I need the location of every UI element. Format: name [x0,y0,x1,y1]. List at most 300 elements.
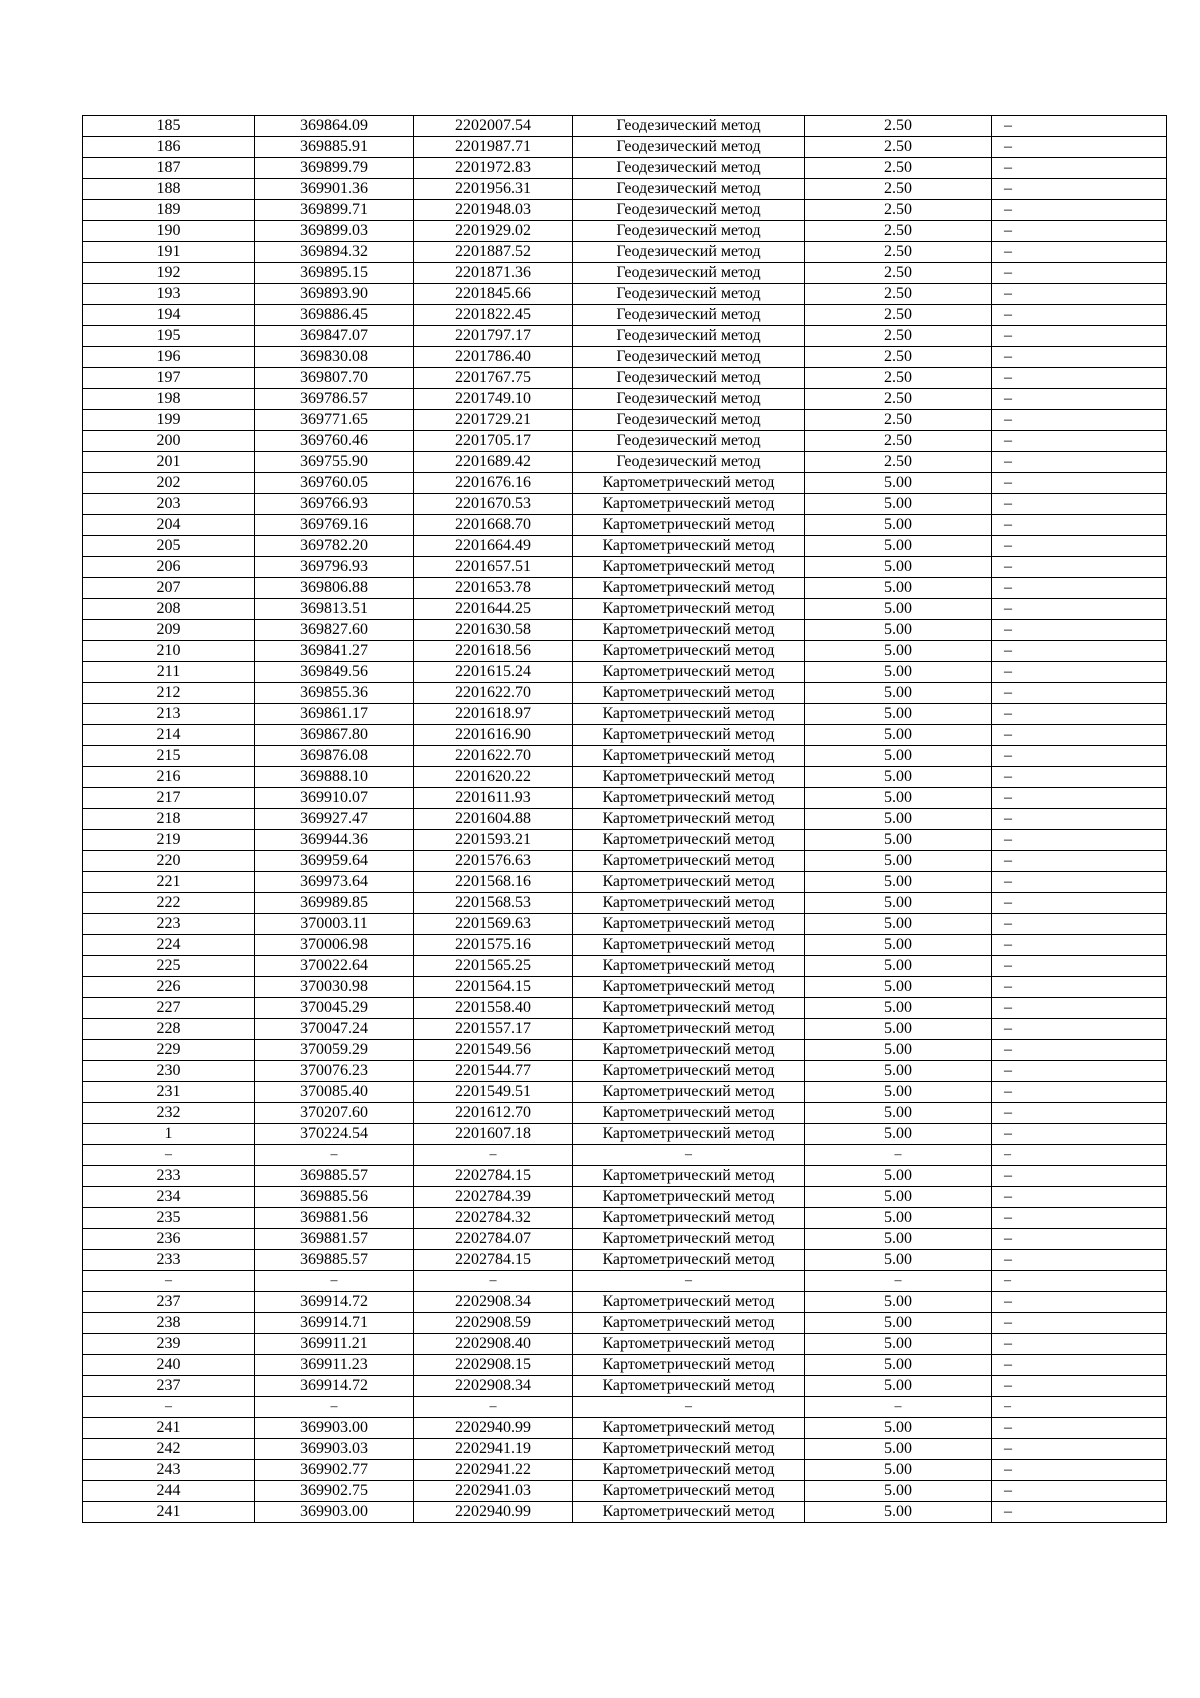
x-coordinate-cell: 369861.17 [255,704,414,725]
table-row [83,704,1167,725]
point-number-cell: 208 [83,599,255,620]
table-row [83,1418,1167,1439]
note-cell: – [992,1187,1167,1208]
point-number-cell: 216 [83,767,255,788]
separator-row [83,1145,1167,1166]
method-cell: – [573,1271,805,1292]
y-coordinate-cell: 2201767.75 [414,368,573,389]
table-row [83,1040,1167,1061]
point-number-cell: 218 [83,809,255,830]
y-coordinate-cell: 2201576.63 [414,851,573,872]
x-coordinate-cell: 369914.72 [255,1376,414,1397]
accuracy-cell: 5.00 [805,704,992,725]
x-coordinate-cell: 369899.03 [255,221,414,242]
y-coordinate-cell: 2201948.03 [414,200,573,221]
point-number-cell: 209 [83,620,255,641]
x-coordinate-cell: – [255,1271,414,1292]
point-number-cell: 241 [83,1418,255,1439]
method-cell: Геодезический метод [573,368,805,389]
x-coordinate-cell: 369760.46 [255,431,414,452]
note-cell: – [992,1124,1167,1145]
accuracy-cell: 5.00 [805,1460,992,1481]
accuracy-cell: 5.00 [805,851,992,872]
note-cell: – [992,1439,1167,1460]
y-coordinate-cell: 2201622.70 [414,683,573,704]
method-cell: Картометрический метод [573,641,805,662]
table-row [83,1019,1167,1040]
y-coordinate-cell: 2201615.24 [414,662,573,683]
table-row [83,410,1167,431]
method-cell: Картометрический метод [573,620,805,641]
method-cell: Картометрический метод [573,1439,805,1460]
point-number-cell: 205 [83,536,255,557]
y-coordinate-cell: 2202784.32 [414,1208,573,1229]
method-cell: Геодезический метод [573,242,805,263]
x-coordinate-cell: 369944.36 [255,830,414,851]
y-coordinate-cell: 2201593.21 [414,830,573,851]
x-coordinate-cell: 369766.93 [255,494,414,515]
note-cell: – [992,1292,1167,1313]
method-cell: Картометрический метод [573,1250,805,1271]
note-cell: – [992,452,1167,473]
note-cell: – [992,137,1167,158]
x-coordinate-cell: 369886.45 [255,305,414,326]
y-coordinate-cell: 2202941.19 [414,1439,573,1460]
y-coordinate-cell: 2202784.07 [414,1229,573,1250]
note-cell: – [992,410,1167,431]
accuracy-cell: 5.00 [805,662,992,683]
point-number-cell: 191 [83,242,255,263]
point-number-cell: 197 [83,368,255,389]
table-row [83,263,1167,284]
note-cell: – [992,935,1167,956]
x-coordinate-cell: 369867.80 [255,725,414,746]
y-coordinate-cell: 2202784.15 [414,1166,573,1187]
table-row [83,1250,1167,1271]
note-cell: – [992,1334,1167,1355]
method-cell: Картометрический метод [573,1187,805,1208]
method-cell: Картометрический метод [573,683,805,704]
y-coordinate-cell: 2201569.63 [414,914,573,935]
method-cell: Геодезический метод [573,389,805,410]
table-row [83,977,1167,998]
y-coordinate-cell: 2201797.17 [414,326,573,347]
note-cell: – [992,893,1167,914]
note-cell: – [992,536,1167,557]
note-cell: – [992,116,1167,137]
note-cell: – [992,851,1167,872]
accuracy-cell: 5.00 [805,683,992,704]
x-coordinate-cell: 369989.85 [255,893,414,914]
y-coordinate-cell: 2201871.36 [414,263,573,284]
accuracy-cell: 5.00 [805,935,992,956]
method-cell: Картометрический метод [573,473,805,494]
y-coordinate-cell: 2201544.77 [414,1061,573,1082]
y-coordinate-cell: 2201620.22 [414,767,573,788]
point-number-cell: 188 [83,179,255,200]
accuracy-cell: 2.50 [805,116,992,137]
point-number-cell: 195 [83,326,255,347]
method-cell: Картометрический метод [573,578,805,599]
accuracy-cell: 2.50 [805,368,992,389]
x-coordinate-cell: 369899.79 [255,158,414,179]
point-number-cell: 226 [83,977,255,998]
note-cell: – [992,578,1167,599]
method-cell: Картометрический метод [573,1124,805,1145]
point-number-cell: 204 [83,515,255,536]
method-cell: Геодезический метод [573,137,805,158]
table-row [83,473,1167,494]
accuracy-cell: 5.00 [805,977,992,998]
y-coordinate-cell: 2201612.70 [414,1103,573,1124]
y-coordinate-cell: 2201644.25 [414,599,573,620]
note-cell: – [992,1271,1167,1292]
y-coordinate-cell: 2202908.59 [414,1313,573,1334]
table-row [83,578,1167,599]
table-row [83,956,1167,977]
y-coordinate-cell: 2202940.99 [414,1502,573,1523]
x-coordinate-cell: 369796.93 [255,557,414,578]
x-coordinate-cell: 369807.70 [255,368,414,389]
note-cell: – [992,1313,1167,1334]
point-number-cell: 244 [83,1481,255,1502]
table-row [83,683,1167,704]
table-row [83,1124,1167,1145]
y-coordinate-cell: 2201845.66 [414,284,573,305]
accuracy-cell: 5.00 [805,788,992,809]
note-cell: – [992,1460,1167,1481]
method-cell: Картометрический метод [573,1208,805,1229]
note-cell: – [992,830,1167,851]
note-cell: – [992,1418,1167,1439]
table-row [83,1439,1167,1460]
note-cell: – [992,515,1167,536]
method-cell: Геодезический метод [573,221,805,242]
note-cell: – [992,872,1167,893]
point-number-cell: 237 [83,1292,255,1313]
x-coordinate-cell: 369914.72 [255,1292,414,1313]
note-cell: – [992,368,1167,389]
accuracy-cell: 2.50 [805,410,992,431]
table-row [83,347,1167,368]
x-coordinate-cell: 370006.98 [255,935,414,956]
y-coordinate-cell: 2201786.40 [414,347,573,368]
method-cell: Картометрический метод [573,746,805,767]
note-cell: – [992,998,1167,1019]
table-row [83,179,1167,200]
table-row [83,284,1167,305]
point-number-cell: 189 [83,200,255,221]
y-coordinate-cell: 2201653.78 [414,578,573,599]
x-coordinate-cell: 369903.00 [255,1502,414,1523]
y-coordinate-cell: 2202908.34 [414,1292,573,1313]
method-cell: Картометрический метод [573,557,805,578]
accuracy-cell: 2.50 [805,200,992,221]
y-coordinate-cell: 2201689.42 [414,452,573,473]
x-coordinate-cell: 369881.57 [255,1229,414,1250]
accuracy-cell: 5.00 [805,1208,992,1229]
y-coordinate-cell: 2201749.10 [414,389,573,410]
y-coordinate-cell: 2201630.58 [414,620,573,641]
table-row [83,1313,1167,1334]
method-cell: Геодезический метод [573,284,805,305]
note-cell: – [992,767,1167,788]
note-cell: – [992,1145,1167,1166]
point-number-cell: 236 [83,1229,255,1250]
x-coordinate-cell: 369760.05 [255,473,414,494]
point-number-cell: 210 [83,641,255,662]
method-cell: Картометрический метод [573,1061,805,1082]
x-coordinate-cell: 369864.09 [255,116,414,137]
method-cell: Геодезический метод [573,410,805,431]
point-number-cell: 220 [83,851,255,872]
x-coordinate-cell: 370022.64 [255,956,414,977]
table-row [83,221,1167,242]
point-number-cell: 185 [83,116,255,137]
table-row [83,389,1167,410]
note-cell: – [992,914,1167,935]
point-number-cell: 200 [83,431,255,452]
accuracy-cell: 5.00 [805,746,992,767]
table-row [83,1334,1167,1355]
x-coordinate-cell: 369895.15 [255,263,414,284]
table-row [83,557,1167,578]
point-number-cell: 229 [83,1040,255,1061]
x-coordinate-cell: 369876.08 [255,746,414,767]
table-row [83,431,1167,452]
y-coordinate-cell: 2201664.49 [414,536,573,557]
y-coordinate-cell: 2201565.25 [414,956,573,977]
note-cell: – [992,200,1167,221]
point-number-cell: 212 [83,683,255,704]
accuracy-cell: 5.00 [805,473,992,494]
y-coordinate-cell: 2201622.70 [414,746,573,767]
x-coordinate-cell: 369847.07 [255,326,414,347]
accuracy-cell: 5.00 [805,1250,992,1271]
point-number-cell: 194 [83,305,255,326]
method-cell: Картометрический метод [573,536,805,557]
accuracy-cell: 5.00 [805,1166,992,1187]
point-number-cell: 228 [83,1019,255,1040]
accuracy-cell: – [805,1397,992,1418]
accuracy-cell: 5.00 [805,1229,992,1250]
accuracy-cell: 2.50 [805,158,992,179]
x-coordinate-cell: 369894.32 [255,242,414,263]
table-row [83,368,1167,389]
table-row [83,1061,1167,1082]
y-coordinate-cell: – [414,1271,573,1292]
table-row [83,494,1167,515]
accuracy-cell: 5.00 [805,893,992,914]
note-cell: – [992,158,1167,179]
x-coordinate-cell: 370030.98 [255,977,414,998]
x-coordinate-cell: 369806.88 [255,578,414,599]
accuracy-cell: 5.00 [805,956,992,977]
y-coordinate-cell: – [414,1397,573,1418]
point-number-cell: 211 [83,662,255,683]
x-coordinate-cell: 369885.57 [255,1250,414,1271]
point-number-cell: 199 [83,410,255,431]
y-coordinate-cell: 2202908.15 [414,1355,573,1376]
method-cell: Картометрический метод [573,599,805,620]
x-coordinate-cell: 369902.77 [255,1460,414,1481]
point-number-cell: 192 [83,263,255,284]
note-cell: – [992,1229,1167,1250]
x-coordinate-cell: – [255,1397,414,1418]
table-row [83,158,1167,179]
note-cell: – [992,1397,1167,1418]
accuracy-cell: 5.00 [805,578,992,599]
method-cell: Геодезический метод [573,431,805,452]
y-coordinate-cell: 2202784.15 [414,1250,573,1271]
method-cell: Картометрический метод [573,1103,805,1124]
y-coordinate-cell: 2202784.39 [414,1187,573,1208]
accuracy-cell: 2.50 [805,137,992,158]
note-cell: – [992,788,1167,809]
x-coordinate-cell: 369902.75 [255,1481,414,1502]
point-number-cell: 201 [83,452,255,473]
accuracy-cell: 2.50 [805,284,992,305]
point-number-cell: – [83,1145,255,1166]
point-number-cell: 187 [83,158,255,179]
point-number-cell: 233 [83,1250,255,1271]
note-cell: – [992,1019,1167,1040]
note-cell: – [992,1061,1167,1082]
method-cell: Геодезический метод [573,347,805,368]
table-row [83,830,1167,851]
method-cell: Картометрический метод [573,515,805,536]
point-number-cell: 186 [83,137,255,158]
method-cell: Картометрический метод [573,914,805,935]
y-coordinate-cell: 2202007.54 [414,116,573,137]
table-row [83,305,1167,326]
table-row [83,809,1167,830]
accuracy-cell: 5.00 [805,1439,992,1460]
table-row [83,1082,1167,1103]
note-cell: – [992,179,1167,200]
method-cell: Картометрический метод [573,893,805,914]
method-cell: Геодезический метод [573,158,805,179]
accuracy-cell: 2.50 [805,179,992,200]
method-cell: Геодезический метод [573,179,805,200]
accuracy-cell: 2.50 [805,347,992,368]
table-row [83,599,1167,620]
table-row [83,641,1167,662]
table-row [83,1481,1167,1502]
x-coordinate-cell: 370207.60 [255,1103,414,1124]
accuracy-cell: 5.00 [805,767,992,788]
point-number-cell: 225 [83,956,255,977]
accuracy-cell: – [805,1145,992,1166]
x-coordinate-cell: 369914.71 [255,1313,414,1334]
table-row [83,1103,1167,1124]
x-coordinate-cell: 369899.71 [255,200,414,221]
point-number-cell: 243 [83,1460,255,1481]
method-cell: Картометрический метод [573,1313,805,1334]
method-cell: Картометрический метод [573,830,805,851]
accuracy-cell: 5.00 [805,494,992,515]
x-coordinate-cell: 369903.03 [255,1439,414,1460]
method-cell: Геодезический метод [573,326,805,347]
method-cell: Картометрический метод [573,725,805,746]
accuracy-cell: 5.00 [805,809,992,830]
method-cell: Картометрический метод [573,872,805,893]
method-cell: Картометрический метод [573,1040,805,1061]
note-cell: – [992,956,1167,977]
table-row [83,788,1167,809]
x-coordinate-cell: 370085.40 [255,1082,414,1103]
note-cell: – [992,1208,1167,1229]
x-coordinate-cell: – [255,1145,414,1166]
note-cell: – [992,305,1167,326]
x-coordinate-cell: 369881.56 [255,1208,414,1229]
accuracy-cell: 5.00 [805,998,992,1019]
x-coordinate-cell: 369973.64 [255,872,414,893]
y-coordinate-cell: 2201729.21 [414,410,573,431]
x-coordinate-cell: 369771.65 [255,410,414,431]
note-cell: – [992,704,1167,725]
note-cell: – [992,746,1167,767]
table-row [83,620,1167,641]
table-row [83,935,1167,956]
note-cell: – [992,725,1167,746]
x-coordinate-cell: 370045.29 [255,998,414,1019]
x-coordinate-cell: 369903.00 [255,1418,414,1439]
x-coordinate-cell: 369782.20 [255,536,414,557]
note-cell: – [992,809,1167,830]
point-number-cell: 217 [83,788,255,809]
x-coordinate-cell: 369911.23 [255,1355,414,1376]
method-cell: Картометрический метод [573,809,805,830]
accuracy-cell: 5.00 [805,1334,992,1355]
point-number-cell: 193 [83,284,255,305]
table-row [83,746,1167,767]
table-row [83,914,1167,935]
y-coordinate-cell: 2201972.83 [414,158,573,179]
note-cell: – [992,473,1167,494]
y-coordinate-cell: 2201549.56 [414,1040,573,1061]
method-cell: Геодезический метод [573,116,805,137]
x-coordinate-cell: 369813.51 [255,599,414,620]
accuracy-cell: 5.00 [805,725,992,746]
y-coordinate-cell: 2201929.02 [414,221,573,242]
method-cell: Геодезический метод [573,263,805,284]
y-coordinate-cell: 2201616.90 [414,725,573,746]
note-cell: – [992,662,1167,683]
point-number-cell: 202 [83,473,255,494]
method-cell: Картометрический метод [573,1292,805,1313]
method-cell: Картометрический метод [573,1019,805,1040]
x-coordinate-cell: 369885.91 [255,137,414,158]
x-coordinate-cell: 369901.36 [255,179,414,200]
accuracy-cell: 5.00 [805,1502,992,1523]
accuracy-cell: 5.00 [805,1040,992,1061]
note-cell: – [992,1250,1167,1271]
x-coordinate-cell: 369888.10 [255,767,414,788]
x-coordinate-cell: 369927.47 [255,809,414,830]
x-coordinate-cell: 369830.08 [255,347,414,368]
note-cell: – [992,557,1167,578]
method-cell: Картометрический метод [573,851,805,872]
accuracy-cell: 2.50 [805,263,992,284]
accuracy-cell: 5.00 [805,1187,992,1208]
y-coordinate-cell: 2201568.16 [414,872,573,893]
point-number-cell: 233 [83,1166,255,1187]
point-number-cell: 238 [83,1313,255,1334]
y-coordinate-cell: 2201668.70 [414,515,573,536]
table-row [83,1460,1167,1481]
table-row [83,998,1167,1019]
